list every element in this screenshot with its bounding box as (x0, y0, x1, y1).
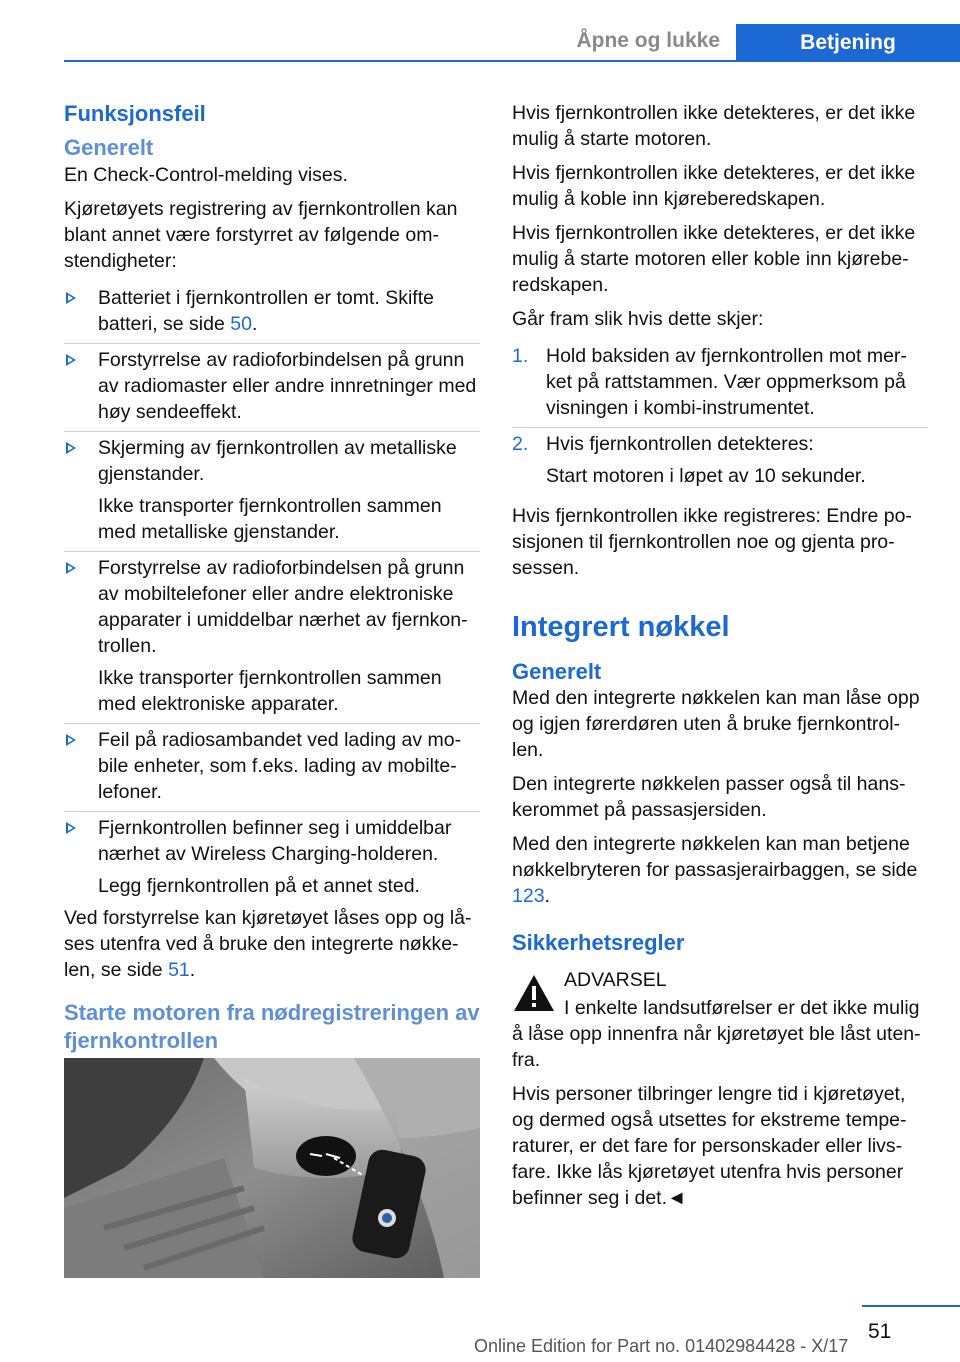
triangle-bullet-icon (66, 822, 76, 834)
left-column (64, 100, 480, 1059)
page-link[interactable]: 50 (230, 313, 252, 335)
paragraph: Ved forstyrrelse kan kjøretøyet låses opp og lå-ses utenfra ved å bruke den integrerte nøkke-len, se side 51. (64, 907, 472, 981)
page-footer (0, 1300, 960, 1362)
step-item: 2. Hvis fjernkontrollen detekteres: Start motoren i løpet av 10 sekunder. (512, 427, 928, 495)
subsection-title-safety: Sikkerhetsregler (512, 930, 685, 955)
list-item: Skjerming av fjernkontrollen av metalliske gjenstander. Ikke transporter fjernkontrollen sammen med metalliske gjenstander. (64, 431, 480, 551)
paragraph: Går fram slik hvis dette skjer: (512, 308, 764, 330)
warning-block (512, 967, 928, 993)
paragraph: Med den integrerte nøkkelen kan man betjene nøkkelbryteren for passasjerairbaggen, se side 123. (512, 833, 918, 907)
step-item: 1. Hold baksiden av fjernkontrollen mot mer-ket på rattstammen. Vær oppmerksom på visningen i kombi-instrumentet. (512, 345, 907, 419)
paragraph: Hvis fjernkontrollen ikke detekteres, er det ikke mulig å koble inn kjøreberedskapen. (512, 162, 916, 210)
triangle-bullet-icon (66, 562, 76, 574)
right-column (512, 100, 928, 1219)
paragraph: Hvis personer tilbringer lengre tid i kjøretøyet, og dermed også utsettes for ekstreme tempe-raturer, er det fare for personskader eller livs-fare. Ikke lås kjøretøyet utenfra hvis personer befinner seg i det.◄ (512, 1083, 907, 1209)
step-number: 2. (512, 433, 529, 455)
list-item: Feil på radiosambandet ved lading av mo-bile enheter, som f.eks. lading av mobilte-lefoner. (64, 723, 480, 811)
section-title-integrated-key: Integrert nøkkel (512, 611, 730, 643)
paragraph: Hvis fjernkontrollen ikke detekteres, er det ikke mulig å starte motoren eller koble inn kjørebe-redskapen. (512, 222, 916, 296)
tab-betjening[interactable]: Betjening (736, 24, 960, 62)
step-number: 1. (512, 345, 529, 367)
key-on-steering-column-image (64, 1058, 480, 1278)
list-item-note: Legg fjernkontrollen på et annet sted. (98, 875, 420, 897)
paragraph: En Check-Control-melding vises. (64, 164, 348, 186)
list-item: Batteriet i fjernkontrollen er tomt. Skifte batteri, se side 50. (64, 282, 480, 343)
bullet-list (64, 282, 480, 905)
paragraph: Den integrerte nøkkelen passer også til hans-kerommet på passasjersiden. (512, 773, 906, 821)
page-link[interactable]: 51 (168, 959, 190, 981)
list-item: Forstyrrelse av radioforbindelsen på grunn av mobiltelefoner eller andre elektroniske apparater i umiddelbar nærhet av fjernkon-trollen. Ikke transporter fjernkontrollen sammen med elektroniske apparater. (64, 551, 480, 723)
paragraph: Hvis fjernkontrollen ikke registreres: Endre po-sisjonen til fjernkontrollen noe og gjenta pro-sessen. (512, 505, 912, 579)
triangle-bullet-icon (66, 354, 76, 366)
list-item-note: Ikke transporter fjernkontrollen sammen med elektroniske apparater. (98, 667, 442, 715)
paragraph: Med den integrerte nøkkelen kan man låse opp og igjen førerdøren uten å bruke fjernkontrol-len. (512, 687, 920, 761)
list-item: Forstyrrelse av radioforbindelsen på grunn av radiomaster eller andre innretninger med høy sendeeffekt. (64, 343, 480, 431)
list-item: Fjernkontrollen befinner seg i umiddelbar nærhet av Wireless Charging-holderen. Legg fjernkontrollen på et annet sted. (64, 811, 480, 905)
steering-column-illustration (64, 1058, 480, 1278)
list-item-note: Ikke transporter fjernkontrollen sammen med metalliske gjenstander. (98, 495, 442, 543)
triangle-bullet-icon (66, 292, 76, 304)
section-title: Funksjonsfeil (64, 101, 206, 126)
paragraph: Hvis fjernkontrollen ikke detekteres, er det ikke mulig å starte motoren. (512, 102, 916, 150)
step-note: Start motoren i løpet av 10 sekunder. (546, 465, 866, 487)
subsection-title-general: Generelt (512, 659, 602, 684)
triangle-bullet-icon (66, 442, 76, 454)
numbered-steps (512, 340, 928, 495)
footer-rule (862, 1305, 960, 1307)
page-header (0, 0, 960, 62)
paragraph: Kjøretøyets registrering av fjernkontrollen kan blant annet være forstyrret av følgende om-stendigheter: (64, 198, 458, 272)
page-number: 51 (868, 1320, 892, 1343)
edition-note: Online Edition for Part no. 01402984428 - X/17 (474, 1336, 849, 1356)
breadcrumb-section[interactable]: Åpne og lukke (576, 29, 720, 52)
subsection-title-general: Generelt (64, 135, 154, 160)
header-rule (64, 60, 960, 62)
warning-text: I enkelte landsutførelser er det ikke mulig å låse opp innenfra når kjøretøyet ble låst uten-fra. (512, 997, 921, 1071)
subsection-title-emergency-start: Starte motoren fra nødregistreringen av fjernkontrollen (64, 1000, 480, 1053)
warning-triangle-icon (512, 973, 556, 1013)
triangle-bullet-icon (66, 734, 76, 746)
page-link[interactable]: 123 (512, 885, 545, 907)
warning-title: ADVARSEL (564, 969, 667, 991)
